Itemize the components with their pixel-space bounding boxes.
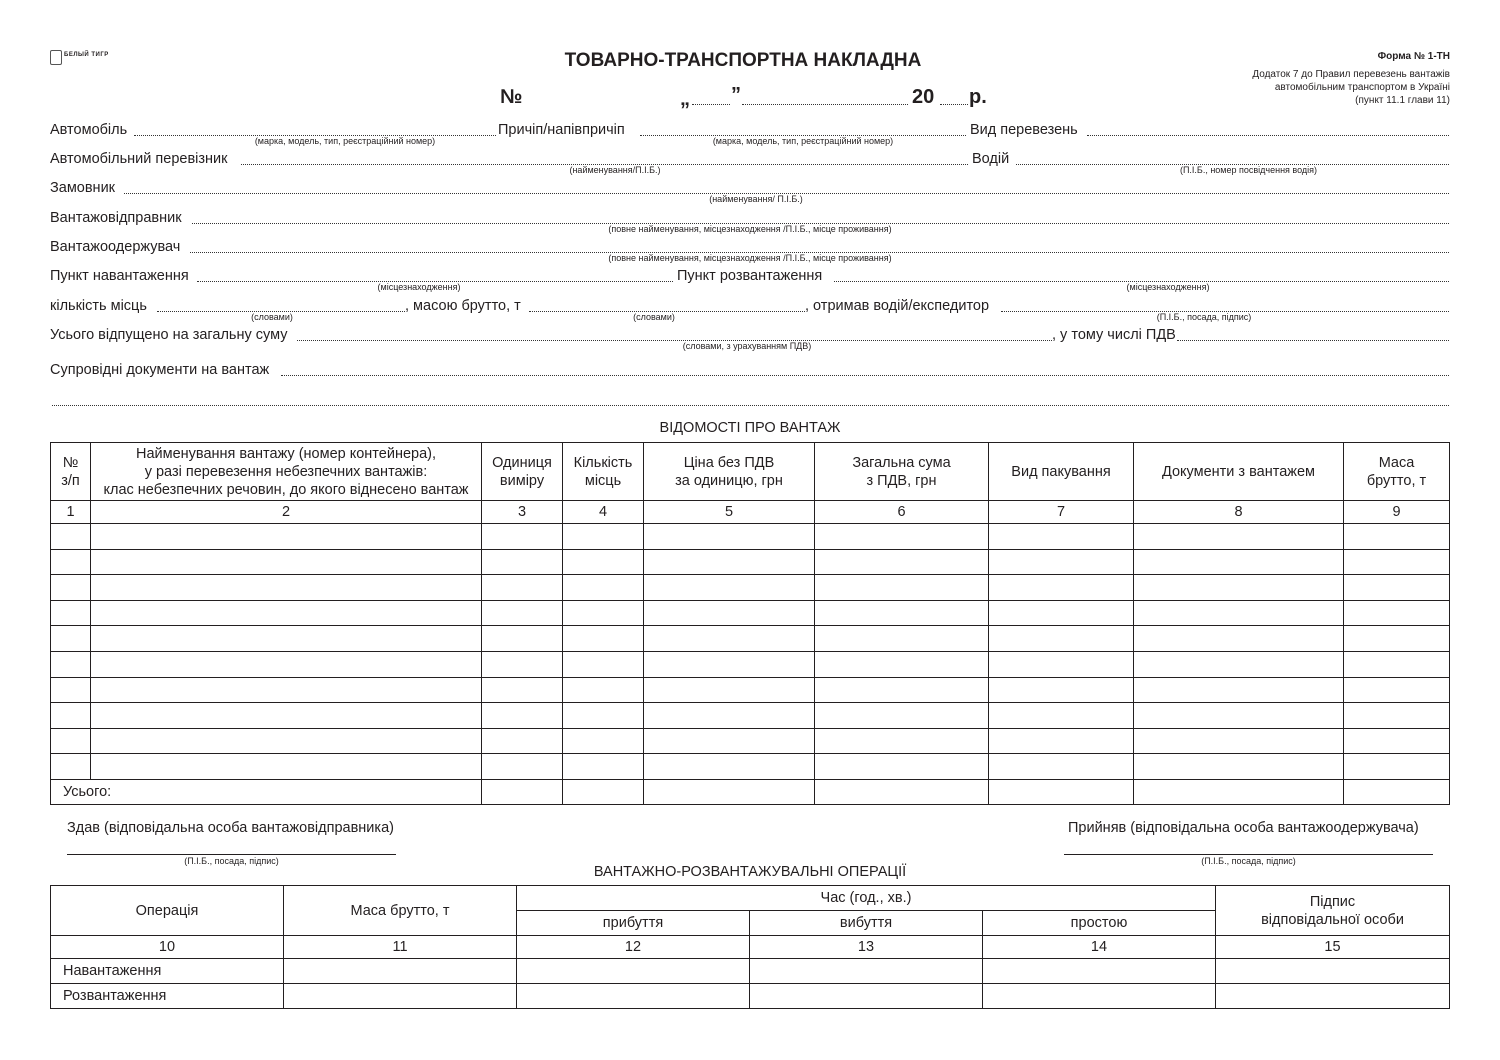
table-cell[interactable] [482, 703, 563, 729]
col-header-unit: Одиниця виміру [482, 443, 563, 501]
col-number: 6 [815, 501, 989, 524]
customer-label: Замовник [50, 180, 116, 196]
table-cell[interactable] [1134, 600, 1344, 626]
table-cell[interactable] [1216, 984, 1450, 1009]
table-row [51, 575, 1450, 601]
table-cell[interactable] [482, 524, 563, 550]
logo-text: БЕЛЫЙ ТИГР [64, 52, 109, 58]
table-cell[interactable] [1134, 677, 1344, 703]
table-cell[interactable] [815, 651, 989, 677]
table-cell[interactable] [989, 703, 1134, 729]
table-cell[interactable] [51, 677, 91, 703]
table-cell[interactable] [989, 651, 1134, 677]
col-header-cargo-name: Найменування вантажу (номер контейнера), у разі перевезення небезпечних вантажів: клас небезпечних речовин, до якого віднесено вантаж [91, 443, 482, 501]
operations-column-numbers [51, 936, 1450, 959]
table-cell[interactable] [983, 984, 1216, 1009]
consignee-label: Вантажоодержувач [50, 239, 181, 255]
table-cell[interactable] [51, 600, 91, 626]
table-cell[interactable] [750, 959, 983, 984]
table-cell[interactable] [284, 984, 517, 1009]
table-cell[interactable] [815, 779, 989, 804]
table-cell[interactable] [1134, 703, 1344, 729]
table-cell[interactable] [51, 575, 91, 601]
cargo-total-row [51, 779, 1450, 804]
col-number: 15 [1216, 936, 1450, 959]
table-cell[interactable] [644, 651, 815, 677]
table-cell[interactable] [482, 575, 563, 601]
col-number: 14 [983, 936, 1216, 959]
operations-section-title: ВАНТАЖНО-РОЗВАНТАЖУВАЛЬНІ ОПЕРАЦІЇ [593, 864, 907, 880]
table-cell[interactable] [563, 575, 644, 601]
transport-type-label: Вид перевезень [970, 122, 1078, 138]
table-cell[interactable] [563, 600, 644, 626]
table-cell[interactable] [91, 754, 482, 780]
table-cell[interactable] [644, 575, 815, 601]
table-row [51, 626, 1450, 652]
trailer-hint: (марка, модель, тип, реєстраційний номер) [712, 136, 894, 146]
col-number: 12 [517, 936, 750, 959]
loading-hint: (місцезнаходження) [377, 282, 461, 292]
col-header-price: Ціна без ПДВ за одиницю, грн [644, 443, 815, 501]
table-row [51, 754, 1450, 780]
driver-label: Водій [972, 151, 1010, 167]
places-hint: (словами) [251, 312, 293, 322]
col-header-gross-mass: Маса брутто, т [1344, 443, 1450, 501]
table-cell[interactable] [815, 626, 989, 652]
carrier-hint: (найменування/П.І.Б.) [569, 165, 661, 175]
table-cell[interactable] [989, 600, 1134, 626]
table-cell[interactable] [644, 728, 815, 754]
accepted-signature-line[interactable] [1064, 854, 1433, 855]
col-number: 5 [644, 501, 815, 524]
table-cell[interactable] [989, 626, 1134, 652]
table-row [51, 549, 1450, 575]
customer-hint: (найменування/ П.І.Б.) [709, 194, 803, 204]
table-cell[interactable] [482, 728, 563, 754]
year-prefix: 20 [912, 86, 935, 108]
document-title: ТОВАРНО-ТРАНСПОРТНА НАКЛАДНА [564, 50, 922, 71]
table-row [51, 524, 1450, 550]
table-cell[interactable] [563, 626, 644, 652]
table-cell[interactable] [815, 677, 989, 703]
unloading-row [51, 984, 1450, 1009]
col-header-idle: простою [983, 911, 1216, 936]
unloading-hint: (місцезнаходження) [1126, 282, 1210, 292]
handed-signature-line[interactable] [67, 854, 396, 855]
table-cell[interactable] [989, 524, 1134, 550]
carrier-label: Автомобільний перевізник [50, 151, 228, 167]
table-cell[interactable] [482, 600, 563, 626]
docs-label: Супровідні документи на вантаж [50, 362, 270, 378]
table-cell[interactable] [517, 959, 750, 984]
table-cell[interactable] [51, 524, 91, 550]
table-cell[interactable] [51, 549, 91, 575]
table-cell[interactable] [563, 703, 644, 729]
table-cell[interactable] [1134, 779, 1344, 804]
table-cell[interactable] [989, 754, 1134, 780]
table-cell[interactable] [1344, 754, 1450, 780]
table-cell[interactable] [983, 959, 1216, 984]
table-row [51, 651, 1450, 677]
table-row [51, 677, 1450, 703]
received-hint: (П.І.Б., посада, підпис) [1156, 312, 1252, 322]
table-cell[interactable] [1344, 651, 1450, 677]
annex-line: Додаток 7 до Правил перевезень вантажів [1252, 69, 1450, 80]
table-cell[interactable] [1216, 959, 1450, 984]
year-field[interactable] [940, 104, 968, 105]
table-cell[interactable] [644, 626, 815, 652]
table-cell[interactable] [563, 549, 644, 575]
docs-field-continuation[interactable] [52, 405, 1449, 406]
operations-header-row [51, 886, 1450, 911]
cargo-header-row [51, 443, 1450, 501]
table-cell[interactable] [815, 754, 989, 780]
table-cell[interactable] [1134, 524, 1344, 550]
table-cell[interactable] [1134, 728, 1344, 754]
number-sign: № [500, 86, 523, 108]
table-cell[interactable] [91, 703, 482, 729]
col-header-op-gross: Маса брутто, т [284, 886, 517, 936]
col-number: 3 [482, 501, 563, 524]
table-cell[interactable] [644, 779, 815, 804]
quote-open: „ [680, 88, 690, 110]
table-cell[interactable] [644, 600, 815, 626]
table-cell[interactable] [989, 575, 1134, 601]
col-number: 4 [563, 501, 644, 524]
car-label: Автомобіль [50, 122, 128, 138]
operations-table [50, 885, 1450, 1009]
col-header-operation: Операція [51, 886, 284, 936]
table-cell[interactable] [91, 728, 482, 754]
handed-hint: (П.І.Б., посада, підпис) [184, 856, 279, 866]
col-number: 11 [284, 936, 517, 959]
table-cell[interactable] [1344, 703, 1450, 729]
table-cell[interactable] [91, 677, 482, 703]
table-cell[interactable] [644, 754, 815, 780]
annex-line: (пункт 11.1 глави 11) [1355, 95, 1450, 106]
places-label: кількість місць [50, 298, 147, 314]
col-header-arrival: прибуття [517, 911, 750, 936]
docs-field[interactable] [281, 375, 1449, 376]
loading-label: Навантаження [51, 959, 284, 984]
table-cell[interactable] [517, 984, 750, 1009]
table-cell[interactable] [91, 575, 482, 601]
table-cell[interactable] [644, 524, 815, 550]
table-cell[interactable] [815, 575, 989, 601]
table-cell[interactable] [284, 959, 517, 984]
table-row [51, 600, 1450, 626]
table-cell[interactable] [1344, 524, 1450, 550]
cargo-column-numbers [51, 501, 1450, 524]
table-cell[interactable] [482, 549, 563, 575]
day-field[interactable] [692, 104, 730, 105]
table-cell[interactable] [482, 626, 563, 652]
annex-line: автомобільним транспортом в Україні [1274, 82, 1450, 93]
table-cell[interactable] [563, 524, 644, 550]
table-cell[interactable] [815, 703, 989, 729]
vat-label: , у тому числі ПДВ [1052, 327, 1176, 343]
table-row [51, 728, 1450, 754]
total-hint: (словами, з урахуванням ПДВ) [682, 341, 812, 351]
consignee-hint: (повне найменування, місцезнаходження /П.І.Б., місце проживання) [608, 253, 892, 263]
table-cell[interactable] [91, 600, 482, 626]
year-suffix: р. [969, 86, 987, 108]
table-cell[interactable] [1344, 677, 1450, 703]
table-cell[interactable] [989, 728, 1134, 754]
annex-note [1252, 68, 1450, 107]
col-header-packaging: Вид пакування [989, 443, 1134, 501]
table-cell[interactable] [750, 984, 983, 1009]
table-cell[interactable] [989, 549, 1134, 575]
table-cell[interactable] [815, 549, 989, 575]
table-cell[interactable] [1134, 549, 1344, 575]
col-header-documents: Документи з вантажем [1134, 443, 1344, 501]
table-cell[interactable] [1344, 728, 1450, 754]
table-cell[interactable] [51, 703, 91, 729]
table-cell[interactable] [51, 651, 91, 677]
gross-mass-label: , масою брутто, т [405, 298, 521, 314]
table-cell[interactable] [91, 651, 482, 677]
handed-label: Здав (відповідальна особа вантажовідправника) [67, 820, 394, 836]
accepted-label: Прийняв (відповідальна особа вантажоодержувача) [1068, 820, 1419, 836]
cargo-table [50, 442, 1450, 805]
unloading-point-label: Пункт розвантаження [677, 268, 823, 284]
col-number: 8 [1134, 501, 1344, 524]
table-cell[interactable] [1344, 600, 1450, 626]
table-cell[interactable] [51, 728, 91, 754]
driver-hint: (П.І.Б., номер посвідчення водія) [1179, 165, 1318, 175]
shipper-hint: (повне найменування, місцезнаходження /П.І.Б., місце проживання) [608, 224, 892, 234]
table-cell[interactable] [1344, 549, 1450, 575]
table-cell[interactable] [91, 549, 482, 575]
table-cell[interactable] [644, 703, 815, 729]
table-cell[interactable] [482, 779, 563, 804]
table-cell[interactable] [1344, 779, 1450, 804]
cargo-section-title: ВІДОМОСТІ ПРО ВАНТАЖ [659, 420, 841, 436]
table-cell[interactable] [91, 524, 482, 550]
table-cell[interactable] [815, 524, 989, 550]
unloading-label: Розвантаження [51, 984, 284, 1009]
col-number: 10 [51, 936, 284, 959]
table-cell[interactable] [482, 651, 563, 677]
month-field[interactable] [742, 104, 908, 105]
quote-close: ” [731, 84, 741, 106]
table-cell[interactable] [482, 677, 563, 703]
table-cell[interactable] [1134, 575, 1344, 601]
loading-point-label: Пункт навантаження [50, 268, 189, 284]
table-cell[interactable] [563, 728, 644, 754]
car-hint: (марка, модель, тип, реєстраційний номер) [254, 136, 436, 146]
col-header-signature: Підпис відповідальної особи [1216, 886, 1450, 936]
table-cell[interactable] [563, 754, 644, 780]
col-header-total: Загальна сума з ПДВ, грн [815, 443, 989, 501]
table-cell[interactable] [51, 754, 91, 780]
col-number: 1 [51, 501, 91, 524]
table-cell[interactable] [1344, 575, 1450, 601]
table-cell[interactable] [1134, 626, 1344, 652]
transport-type-field[interactable] [1087, 135, 1449, 136]
cargo-total-label: Усього: [51, 779, 482, 804]
table-cell[interactable] [563, 651, 644, 677]
shipper-label: Вантажовідправник [50, 210, 182, 226]
col-number: 7 [989, 501, 1134, 524]
col-number: 13 [750, 936, 983, 959]
col-header-departure: вибуття [750, 911, 983, 936]
table-cell[interactable] [1344, 626, 1450, 652]
accepted-hint: (П.І.Б., посада, підпис) [1201, 856, 1296, 866]
gross-hint: (словами) [633, 312, 675, 322]
table-cell[interactable] [51, 626, 91, 652]
table-cell[interactable] [1134, 651, 1344, 677]
table-cell[interactable] [989, 677, 1134, 703]
table-cell[interactable] [815, 728, 989, 754]
col-header-index: № з/п [51, 443, 91, 501]
total-released-label: Усього відпущено на загальну суму [50, 327, 288, 343]
table-row [51, 703, 1450, 729]
col-header-time: Час (год., хв.) [517, 886, 1216, 911]
loading-row [51, 959, 1450, 984]
table-cell[interactable] [644, 549, 815, 575]
table-cell[interactable] [563, 779, 644, 804]
table-cell[interactable] [563, 677, 644, 703]
form-number: Форма № 1-ТН [1377, 51, 1450, 62]
table-cell[interactable] [1134, 754, 1344, 780]
table-cell[interactable] [482, 754, 563, 780]
table-cell[interactable] [989, 779, 1134, 804]
table-cell[interactable] [644, 677, 815, 703]
table-cell[interactable] [815, 600, 989, 626]
col-number: 2 [91, 501, 482, 524]
received-label: , отримав водій/експедитор [805, 298, 990, 314]
col-header-places: Кількість місць [563, 443, 644, 501]
vat-field[interactable] [1177, 340, 1449, 341]
col-number: 9 [1344, 501, 1450, 524]
trailer-label: Причіп/напівпричіп [498, 122, 625, 138]
table-cell[interactable] [91, 626, 482, 652]
